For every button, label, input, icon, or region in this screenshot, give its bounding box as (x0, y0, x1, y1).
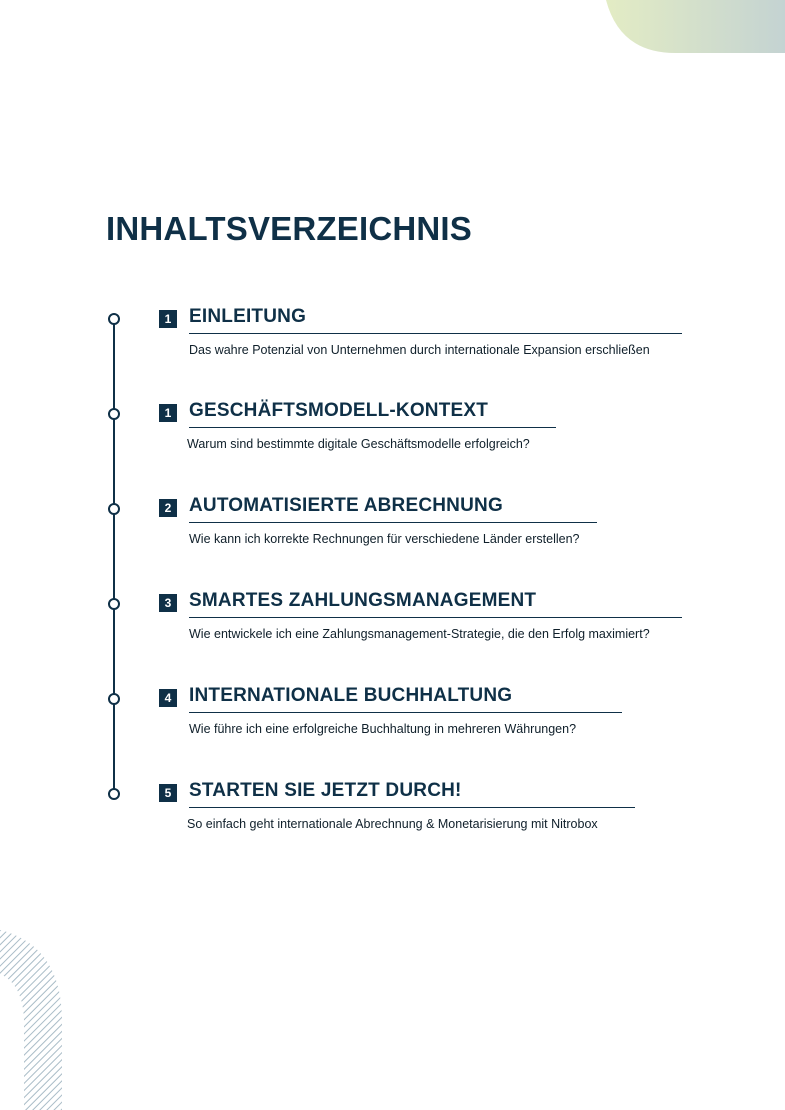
chapter-underline (189, 807, 635, 808)
chapter-title: STARTEN SIE JETZT DURCH! (189, 780, 462, 801)
chapter-number-badge: 1 (159, 404, 177, 422)
toc-entry-einleitung[interactable] (0, 306, 785, 380)
chapter-underline (189, 427, 556, 428)
chapter-title: SMARTES ZAHLUNGSMANAGEMENT (189, 590, 537, 611)
chapter-description: Wie führe ich eine erfolgreiche Buchhaltung in mehreren Währungen? (189, 722, 577, 736)
chapter-description: Wie kann ich korrekte Rechnungen für verschiedene Länder erstellen? (189, 532, 580, 546)
chapter-title: EINLEITUNG (189, 306, 307, 327)
page-title: INHALTSVERZEICHNIS (106, 210, 473, 247)
chapter-number-badge: 1 (159, 310, 177, 328)
toc-entry-zahlungsmanagement[interactable] (0, 590, 785, 664)
chapter-underline (189, 522, 597, 523)
chapter-underline (189, 617, 682, 618)
chapter-description: So einfach geht internationale Abrechnung & Monetarisierung mit Nitrobox (187, 817, 598, 831)
chapter-number-badge: 4 (159, 689, 177, 707)
chapter-underline (189, 333, 682, 334)
toc-entry-buchhaltung[interactable] (0, 685, 785, 759)
chapter-description: Warum sind bestimmte digitale Geschäftsmodelle erfolgreich? (187, 437, 530, 451)
chapter-title: AUTOMATISIERTE ABRECHNUNG (189, 495, 503, 516)
chapter-title: GESCHÄFTSMODELL-KONTEXT (189, 400, 489, 421)
chapter-number-badge: 2 (159, 499, 177, 517)
chapter-title: INTERNATIONALE BUCHHALTUNG (189, 685, 513, 706)
toc-entry-abrechnung[interactable] (0, 495, 785, 569)
toc-entry-geschaeftsmodell[interactable] (0, 400, 785, 474)
toc-entry-starten[interactable] (0, 780, 785, 854)
corner-decoration-bottom (0, 930, 70, 1110)
chapter-number-badge: 3 (159, 594, 177, 612)
chapter-description: Das wahre Potenzial von Unternehmen durch internationale Expansion erschließen (189, 343, 650, 357)
chapter-number-badge: 5 (159, 784, 177, 802)
chapter-underline (189, 712, 622, 713)
chapter-description: Wie entwickele ich eine Zahlungsmanagement-Strategie, die den Erfolg maximiert? (189, 627, 650, 641)
corner-decoration-top (600, 0, 785, 56)
